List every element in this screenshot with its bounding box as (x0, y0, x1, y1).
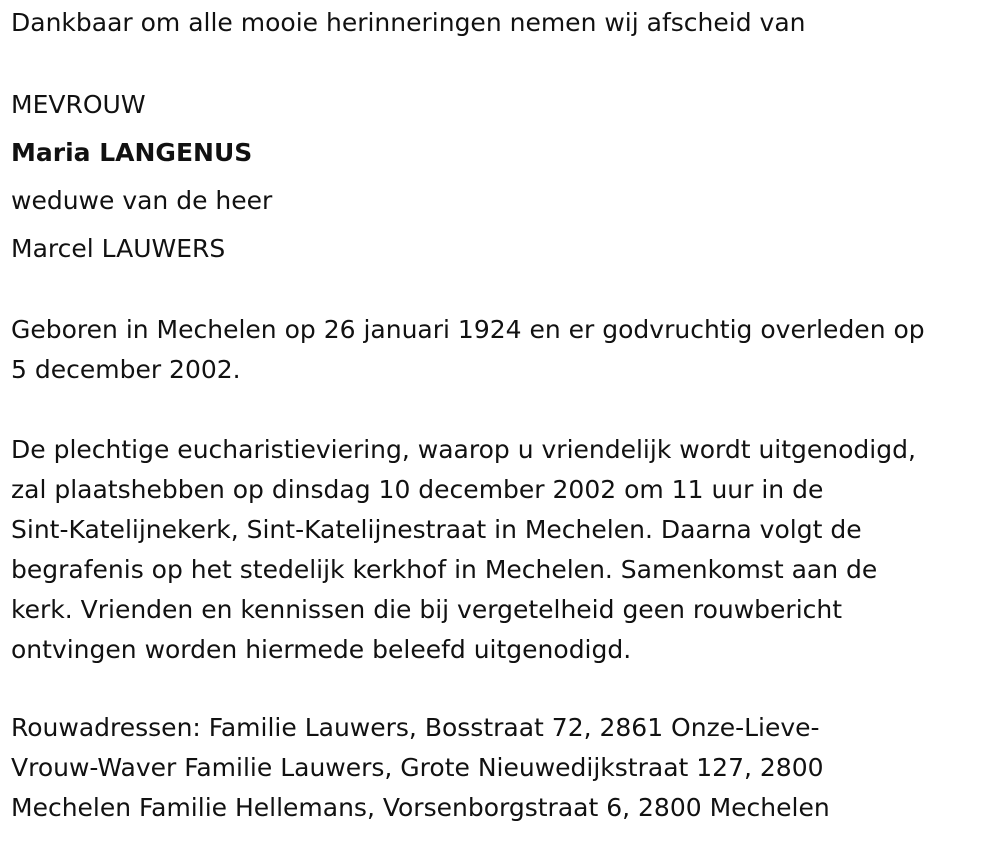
ceremony-line-4: begrafenis op het stedelijk kerkhof in Mechelen. Samenkomst aan de (11, 555, 878, 584)
title-prefix: MEVROUW (11, 90, 146, 119)
ceremony-line-6: ontvingen worden hiermede beleefd uitgenodigd. (11, 635, 632, 664)
ceremony-line-2: zal plaatshebben op dinsdag 10 december 2002 om 11 uur in de (11, 475, 824, 504)
address-line-1: Rouwadressen: Familie Lauwers, Bosstraat 72, 2861 Onze-Lieve- (11, 713, 820, 742)
birth-death-paragraph (11, 310, 991, 390)
address-line-2: Vrouw-Waver Familie Lauwers, Grote Nieuwedijkstraat 127, 2800 (11, 753, 824, 782)
address-line-3: Mechelen Familie Hellemans, Vorsenborgstraat 6, 2800 Mechelen (11, 793, 830, 822)
deceased-name: Maria LANGENUS (11, 138, 253, 167)
ceremony-paragraph (11, 430, 991, 670)
ceremony-line-5: kerk. Vrienden en kennissen die bij vergetelheid geen rouwbericht (11, 595, 843, 624)
intro-text: Dankbaar om alle mooie herinneringen nemen wij afscheid van (11, 8, 806, 37)
birth-line-2: 5 december 2002. (11, 355, 241, 384)
relation-text: weduwe van de heer (11, 186, 273, 215)
address-paragraph (11, 708, 991, 828)
ceremony-line-3: Sint-Katelijnekerk, Sint-Katelijnestraat in Mechelen. Daarna volgt de (11, 515, 862, 544)
ceremony-line-1: De plechtige eucharistieviering, waarop u vriendelijk wordt uitgenodigd, (11, 435, 916, 464)
spouse-name: Marcel LAUWERS (11, 234, 226, 263)
birth-line-1: Geboren in Mechelen op 26 januari 1924 en er godvruchtig overleden op (11, 315, 925, 344)
